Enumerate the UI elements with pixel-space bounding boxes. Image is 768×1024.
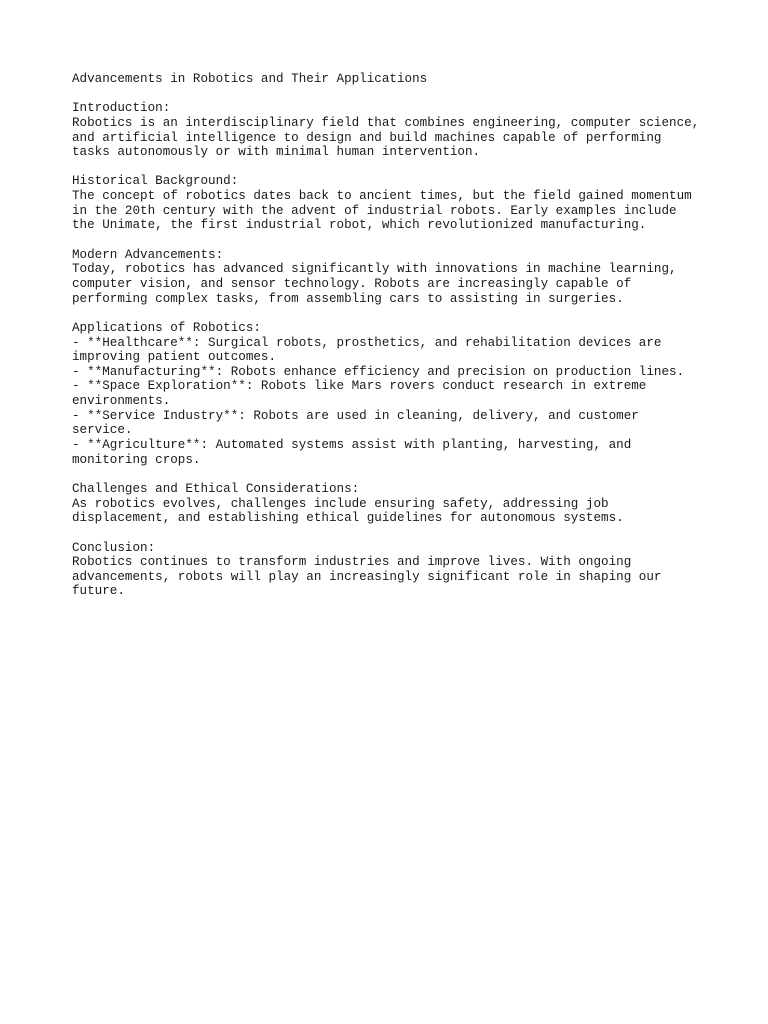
paragraph-line: Today, robotics has advanced significantly with innovations in machine learning,: [72, 262, 677, 277]
list-item-line: service.: [72, 423, 133, 438]
paragraph-line: Robotics continues to transform industries and improve lives. With ongoing: [72, 555, 632, 570]
paragraph-line: future.: [72, 584, 125, 599]
section-heading: Challenges and Ethical Considerations:: [72, 481, 360, 496]
paragraph-line: Robotics is an interdisciplinary field that combines engineering, computer science,: [72, 115, 700, 130]
paragraph-line: and artificial intelligence to design and build machines capable of performing: [72, 130, 662, 145]
section-heading: Historical Background:: [72, 174, 239, 189]
list-item-line: monitoring crops.: [72, 452, 201, 467]
list-item-line: - **Healthcare**: Surgical robots, prosthetics, and rehabilitation devices are: [72, 335, 662, 350]
paragraph-line: The concept of robotics dates back to ancient times, but the field gained momentum: [72, 189, 692, 204]
spacer: [72, 467, 712, 482]
section-heading: Conclusion:: [72, 540, 156, 555]
list-item-line: - **Manufacturing**: Robots enhance efficiency and precision on production lines.: [72, 364, 685, 379]
spacer: [72, 233, 712, 248]
section-challenges: [72, 482, 712, 526]
spacer: [72, 526, 712, 541]
spacer: [72, 160, 712, 175]
list-item-line: - **Space Exploration**: Robots like Mars rovers conduct research in extreme: [72, 379, 647, 394]
paragraph-line: advancements, robots will play an increasingly significant role in shaping our: [72, 569, 662, 584]
section-heading: Modern Advancements:: [72, 247, 224, 262]
spacer: [72, 306, 712, 321]
section-heading: Applications of Robotics:: [72, 320, 261, 335]
section-modern-advancements: [72, 248, 712, 307]
section-introduction: [72, 101, 712, 160]
paragraph-line: displacement, and establishing ethical guidelines for autonomous systems.: [72, 511, 624, 526]
list-item-line: - **Service Industry**: Robots are used in cleaning, delivery, and customer: [72, 408, 639, 423]
list-item-line: environments.: [72, 394, 171, 409]
section-applications: [72, 321, 712, 467]
section-historical-background: [72, 174, 712, 233]
list-item-line: improving patient outcomes.: [72, 350, 277, 365]
list-item-line: - **Agriculture**: Automated systems assist with planting, harvesting, and: [72, 438, 632, 453]
paragraph-line: As robotics evolves, challenges include ensuring safety, addressing job: [72, 496, 609, 511]
document-title: Advancements in Robotics and Their Applications: [72, 72, 428, 86]
paragraph-line: tasks autonomously or with minimal human intervention.: [72, 145, 481, 160]
document-page: [72, 72, 712, 599]
paragraph-line: computer vision, and sensor technology. Robots are increasingly capable of: [72, 276, 632, 291]
spacer: [72, 87, 712, 102]
section-heading: Introduction:: [72, 101, 171, 116]
paragraph-line: in the 20th century with the advent of industrial robots. Early examples include: [72, 203, 677, 218]
paragraph-line: the Unimate, the first industrial robot, which revolutionized manufacturing.: [72, 218, 647, 233]
section-conclusion: [72, 541, 712, 600]
paragraph-line: performing complex tasks, from assembling cars to assisting in surgeries.: [72, 291, 624, 306]
